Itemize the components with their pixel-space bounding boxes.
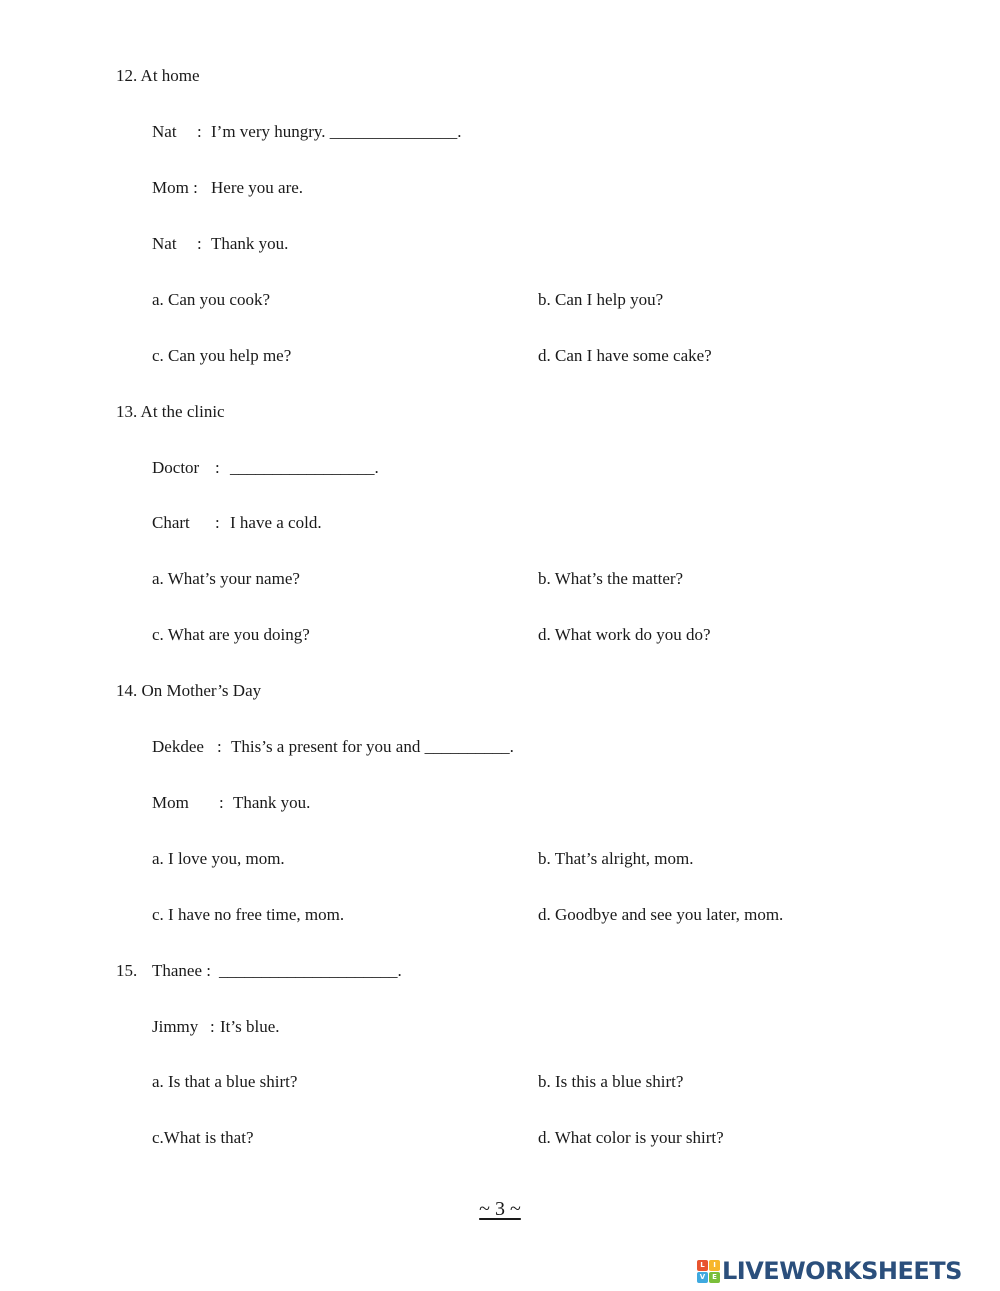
q13-option-d[interactable]: d. What work do you do? bbox=[538, 625, 711, 644]
q14-speaker-dekdee: Dekdee bbox=[152, 737, 204, 756]
q12-option-d[interactable]: d. Can I have some cake? bbox=[538, 346, 712, 365]
logo-text: LIVEWORKSHEETS bbox=[722, 1257, 962, 1285]
q14-option-a[interactable]: a. I love you, mom. bbox=[152, 849, 285, 868]
q13-option-b[interactable]: b. What’s the matter? bbox=[538, 569, 684, 588]
q14-colon: : bbox=[217, 737, 222, 756]
q12-line-3: Thank you. bbox=[211, 234, 289, 253]
q15-speaker-jimmy: Jimmy bbox=[152, 1017, 199, 1036]
q12-speaker-nat: Nat bbox=[152, 122, 177, 141]
q13-option-a[interactable]: a. What’s your name? bbox=[152, 569, 300, 588]
q14-line-2: Thank you. bbox=[233, 793, 311, 812]
question-15-number: 15. bbox=[116, 961, 138, 980]
q12-speaker-mom: Mom : bbox=[152, 178, 198, 197]
q14-line-1: This’s a present for you and __________. bbox=[231, 737, 514, 756]
q14-colon-2: : bbox=[219, 793, 224, 812]
q13-speaker-doctor: Doctor bbox=[152, 458, 200, 477]
q14-speaker-mom: Mom bbox=[152, 793, 189, 812]
logo-blocks-icon bbox=[697, 1260, 720, 1283]
question-14-heading: 14. On Mother’s Day bbox=[116, 681, 262, 700]
q12-option-c[interactable]: c. Can you help me? bbox=[152, 346, 292, 365]
logo-block-i: I bbox=[709, 1260, 720, 1271]
page-number bbox=[0, 1197, 1000, 1221]
q12-line-2: Here you are. bbox=[211, 178, 304, 197]
q15-option-d[interactable]: d. What color is your shirt? bbox=[538, 1128, 724, 1147]
page-number-text: ~ 3 ~ bbox=[479, 1198, 521, 1220]
q15-line-2: It’s blue. bbox=[220, 1017, 280, 1036]
question-12-heading: 12. At home bbox=[116, 66, 200, 85]
q15-option-a[interactable]: a. Is that a blue shirt? bbox=[152, 1072, 298, 1091]
liveworksheets-logo bbox=[697, 1256, 962, 1286]
q13-line-2: I have a cold. bbox=[230, 513, 322, 532]
q15-colon: : bbox=[210, 1017, 215, 1036]
q13-line-1: _________________. bbox=[230, 458, 379, 477]
q12-option-a[interactable]: a. Can you cook? bbox=[152, 290, 271, 309]
q12-line-1: I’m very hungry. _______________. bbox=[211, 122, 462, 141]
q15-option-b[interactable]: b. Is this a blue shirt? bbox=[538, 1072, 684, 1091]
logo-block-l: L bbox=[697, 1260, 708, 1271]
q13-colon: : bbox=[215, 458, 220, 477]
q12-colon-2: : bbox=[197, 234, 202, 253]
q12-option-b[interactable]: b. Can I help you? bbox=[538, 290, 664, 309]
q12-colon: : bbox=[197, 122, 202, 141]
q15-option-c[interactable]: c.What is that? bbox=[152, 1128, 254, 1147]
q14-option-d[interactable]: d. Goodbye and see you later, mom. bbox=[538, 905, 784, 924]
q14-option-b[interactable]: b. That’s alright, mom. bbox=[538, 849, 694, 868]
q13-option-c[interactable]: c. What are you doing? bbox=[152, 625, 310, 644]
q12-speaker-nat-2: Nat bbox=[152, 234, 177, 253]
question-13-heading: 13. At the clinic bbox=[116, 402, 225, 421]
logo-block-v: V bbox=[697, 1272, 708, 1283]
q15-line-1: _____________________. bbox=[219, 961, 402, 980]
q13-speaker-chart: Chart bbox=[152, 513, 190, 532]
q13-colon-2: : bbox=[215, 513, 220, 532]
q15-speaker-thanee: Thanee : bbox=[152, 961, 211, 980]
logo-block-e: E bbox=[709, 1272, 720, 1283]
q14-option-c[interactable]: c. I have no free time, mom. bbox=[152, 905, 345, 924]
